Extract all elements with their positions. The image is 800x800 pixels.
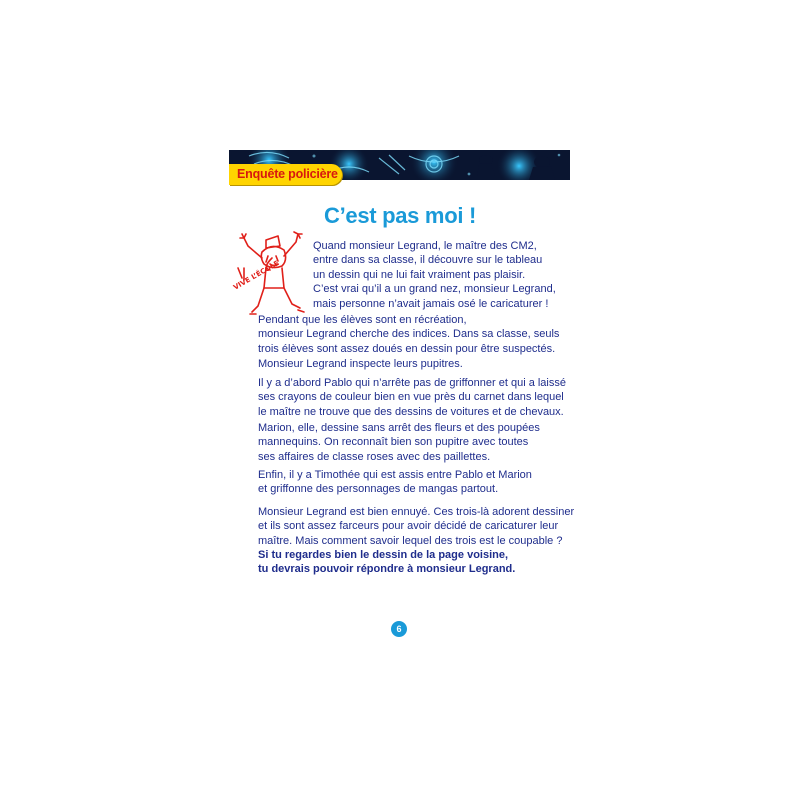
text-line: Monsieur Legrand est bien ennuyé. Ces trois-là adorent dessiner — [258, 506, 575, 518]
text-line: le maître ne trouve que des dessins de voitures et de chevaux. — [258, 405, 564, 418]
text-line: Pendant que les élèves sont en récréation, — [258, 314, 467, 326]
text-line: tu devrais pouvoir répondre à monsieur Legrand. — [258, 563, 516, 576]
drawing-caption: VIVE L’ÉCOLE — [232, 259, 281, 292]
page-title: C’est pas moi ! — [324, 203, 476, 228]
text-line: Il y a d’abord Pablo qui n’arrête pas de griffonner et qui a laissé — [258, 377, 566, 389]
paragraph — [258, 376, 566, 419]
text-line: monsieur Legrand cherche des indices. Dans sa classe, seuls — [258, 328, 560, 341]
text-line: entre dans sa classe, il découvre sur le tableau — [313, 254, 543, 267]
text-line: Quand monsieur Legrand, le maître des CM2, — [313, 240, 537, 252]
text-line: ses crayons de couleur bien en vue près du carnet dans lequel — [258, 391, 564, 404]
paragraph — [258, 468, 532, 497]
text-line: maître. Mais comment savoir lequel des trois est le coupable ? — [258, 534, 563, 547]
text-line: et ils sont assez farceurs pour avoir décidé de caricaturer leur — [258, 520, 559, 533]
section-tag-label: Enquête policière — [237, 167, 338, 181]
text-line: un dessin qui ne lui fait vraiment pas plaisir. — [313, 268, 526, 281]
caricature-drawing — [232, 228, 312, 318]
text-line: Marion, elle, dessine sans arrêt des fleurs et des poupées — [258, 422, 540, 434]
text-line: C’est vrai qu’il a un grand nez, monsieur Legrand, — [313, 283, 556, 296]
text-line: Monsieur Legrand inspecte leurs pupitres. — [258, 358, 463, 370]
text-line: ses affaires de classe roses avec des paillettes. — [258, 450, 491, 463]
text-line: mannequins. On reconnaît bien son pupitre avec toutes — [258, 436, 529, 449]
page-number: 6 — [391, 621, 407, 637]
paragraph — [258, 421, 540, 464]
paragraph — [313, 239, 556, 311]
text-line: et griffonne des personnages de mangas partout. — [258, 483, 499, 496]
text-line: trois élèves sont assez doués en dessin pour être suspectés. — [258, 342, 556, 355]
paragraph — [258, 313, 559, 356]
text-line: Si tu regardes bien le dessin de la page voisine, — [258, 549, 509, 561]
paragraph — [258, 357, 463, 371]
section-tag — [229, 164, 342, 185]
text-line: mais personne n’avait jamais osé le caricaturer ! — [313, 297, 549, 310]
text-line: Enfin, il y a Timothée qui est assis entre Pablo et Marion — [258, 469, 532, 481]
paragraph — [258, 548, 515, 577]
paragraph — [258, 505, 574, 548]
